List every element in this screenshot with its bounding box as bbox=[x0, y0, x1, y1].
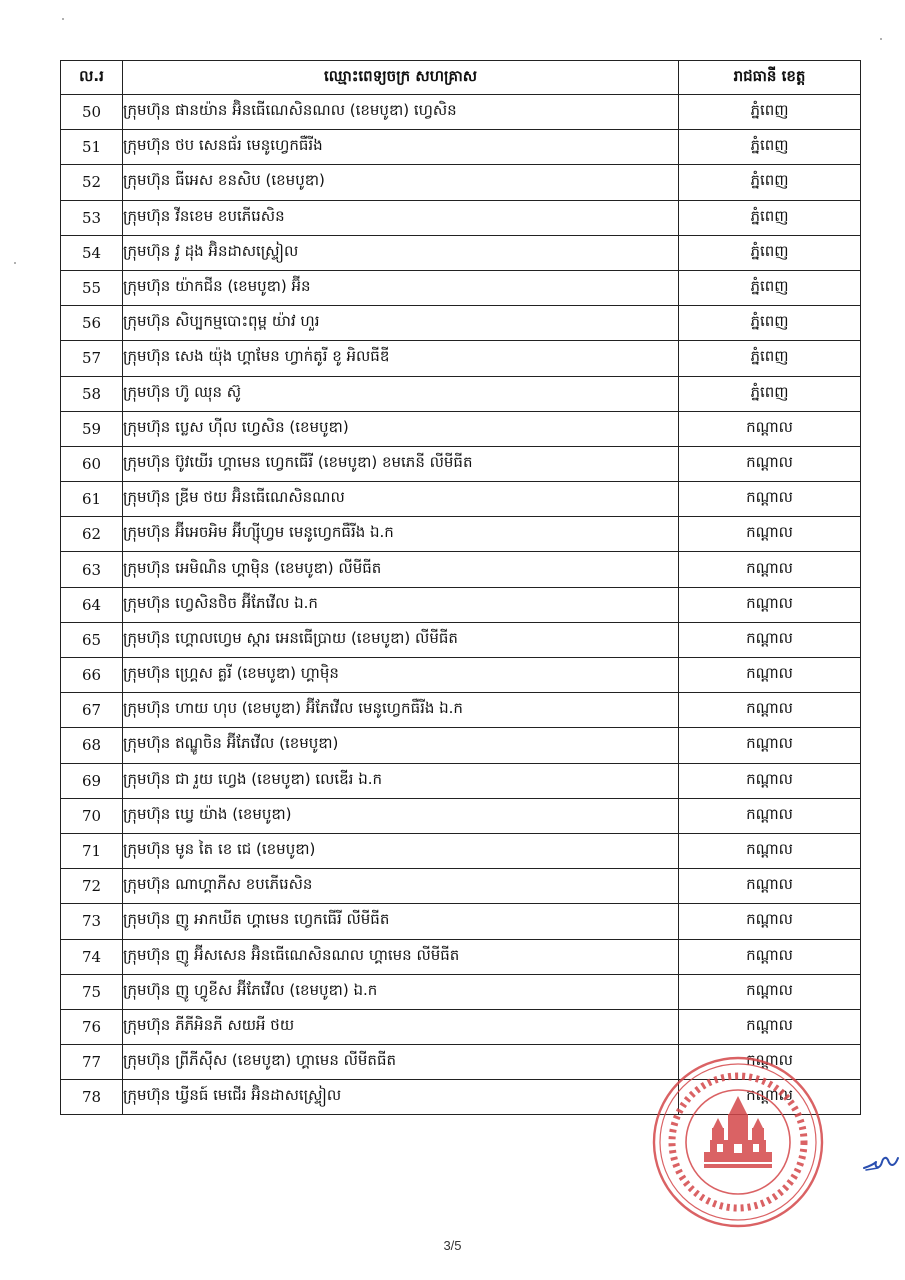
row-number: 55 bbox=[61, 270, 123, 305]
row-number: 68 bbox=[61, 728, 123, 763]
table-row bbox=[61, 517, 861, 552]
province-name: កណ្ដាល bbox=[679, 763, 861, 798]
company-name: ក្រុមហ៊ុន ភីភីអិនភី សយអី ថយ bbox=[123, 1009, 679, 1044]
company-name: ក្រុមហ៊ុន ថប សេនធ័រ មេនូហ្វេកធឺរីង bbox=[123, 130, 679, 165]
table-row bbox=[61, 341, 861, 376]
table-row bbox=[61, 904, 861, 939]
table-row bbox=[61, 165, 861, 200]
row-number: 67 bbox=[61, 693, 123, 728]
province-name: កណ្ដាល bbox=[679, 1045, 861, 1080]
company-name: ក្រុមហ៊ុន ឥណ្ឌូចិន អ៊ីភែវើល (ខេមបូឌា) bbox=[123, 728, 679, 763]
table-row bbox=[61, 622, 861, 657]
header-number: ល.រ bbox=[61, 61, 123, 95]
company-name: ក្រុមហ៊ុន ជា រួយ ហ្វេង (ខេមបូឌា) លេឌើរ ឯ.ក bbox=[123, 763, 679, 798]
company-name: ក្រុមហ៊ុន ប៊ូវយើរ ហ្គាមេន ហ្វេកធើរី (ខេមបូឌា) ខមភេនី លីមីធីត bbox=[123, 446, 679, 481]
province-name: ភ្នំពេញ bbox=[679, 95, 861, 130]
row-number: 70 bbox=[61, 798, 123, 833]
row-number: 76 bbox=[61, 1009, 123, 1044]
province-name: ភ្នំពេញ bbox=[679, 165, 861, 200]
province-name: កណ្ដាល bbox=[679, 869, 861, 904]
company-name: ក្រុមហ៊ុន យ៉ាកជីន (ខេមបូឌា) អ៊ីន bbox=[123, 270, 679, 305]
table-header-row bbox=[61, 61, 861, 95]
table-row bbox=[61, 833, 861, 868]
company-name: ក្រុមហ៊ុន ហ្គ្រេស គ្លរី (ខេមបូឌា) ហ្គាម៉ិន bbox=[123, 658, 679, 693]
table-row bbox=[61, 658, 861, 693]
scan-speck bbox=[14, 262, 16, 264]
province-name: កណ្ដាល bbox=[679, 411, 861, 446]
row-number: 57 bbox=[61, 341, 123, 376]
company-name: ក្រុមហ៊ុន វូ ដុង អ៊ិនដាសស្ទ្រៀល bbox=[123, 235, 679, 270]
row-number: 50 bbox=[61, 95, 123, 130]
table-row bbox=[61, 306, 861, 341]
row-number: 56 bbox=[61, 306, 123, 341]
page-number: 3/5 bbox=[443, 1238, 462, 1253]
scan-speck bbox=[62, 18, 64, 20]
province-name: ភ្នំពេញ bbox=[679, 306, 861, 341]
table-row bbox=[61, 869, 861, 904]
province-name: កណ្ដាល bbox=[679, 833, 861, 868]
province-name: កណ្ដាល bbox=[679, 517, 861, 552]
row-number: 72 bbox=[61, 869, 123, 904]
row-number: 75 bbox=[61, 974, 123, 1009]
province-name: ភ្នំពេញ bbox=[679, 376, 861, 411]
row-number: 71 bbox=[61, 833, 123, 868]
row-number: 74 bbox=[61, 939, 123, 974]
company-name: ក្រុមហ៊ុន សេង យ៉ុង ហ្គាមែន ហ្វាក់តូរី ខូ អិលធីឌី bbox=[123, 341, 679, 376]
province-name: ភ្នំពេញ bbox=[679, 200, 861, 235]
row-number: 73 bbox=[61, 904, 123, 939]
row-number: 66 bbox=[61, 658, 123, 693]
company-name: ក្រុមហ៊ុន ហ្វេសិនថិច អ៊ីភែវើល ឯ.ក bbox=[123, 587, 679, 622]
handwritten-signature-icon bbox=[862, 1148, 902, 1178]
table-row bbox=[61, 270, 861, 305]
row-number: 63 bbox=[61, 552, 123, 587]
row-number: 53 bbox=[61, 200, 123, 235]
row-number: 69 bbox=[61, 763, 123, 798]
province-name: កណ្ដាល bbox=[679, 658, 861, 693]
table-row bbox=[61, 693, 861, 728]
province-name: កណ្ដាល bbox=[679, 1080, 861, 1115]
header-province: រាជធានី ខេត្ត bbox=[679, 61, 861, 95]
province-name: កណ្ដាល bbox=[679, 728, 861, 763]
row-number: 65 bbox=[61, 622, 123, 657]
row-number: 52 bbox=[61, 165, 123, 200]
company-name: ក្រុមហ៊ុន ហាយ ហុប (ខេមបូឌា) អ៊ីភែវើល មេនូហ្វេកធឺរីង ឯ.ក bbox=[123, 693, 679, 728]
province-name: កណ្ដាល bbox=[679, 798, 861, 833]
company-name: ក្រុមហ៊ុន ធីអេស ខនសិប (ខេមបូឌា) bbox=[123, 165, 679, 200]
table-row bbox=[61, 200, 861, 235]
province-name: កណ្ដាល bbox=[679, 482, 861, 517]
province-name: កណ្ដាល bbox=[679, 622, 861, 657]
company-name: ក្រុមហ៊ុន ហ្គោលហ្វេម ស្ការ អេនធើប្រាយ (ខេមបូឌា) លីមីធីត bbox=[123, 622, 679, 657]
table-row bbox=[61, 482, 861, 517]
scan-speck bbox=[880, 38, 882, 40]
row-number: 77 bbox=[61, 1045, 123, 1080]
table-row bbox=[61, 939, 861, 974]
company-name: ក្រុមហ៊ុន ញូ អាកឃីត ហ្គាមេន ហ្វេកធើរី លីមីធីត bbox=[123, 904, 679, 939]
province-name: កណ្ដាល bbox=[679, 939, 861, 974]
province-name: ភ្នំពេញ bbox=[679, 341, 861, 376]
province-name: កណ្ដាល bbox=[679, 1009, 861, 1044]
row-number: 78 bbox=[61, 1080, 123, 1115]
company-name: ក្រុមហ៊ុន អេមិណិន ហ្គាម៉ិន (ខេមបូឌា) លីមីធីត bbox=[123, 552, 679, 587]
province-name: កណ្ដាល bbox=[679, 904, 861, 939]
company-name: ក្រុមហ៊ុន ញូ ហ្វូខីស អ៊ីភែវើល (ខេមបូឌា) ឯ.ក bbox=[123, 974, 679, 1009]
province-name: កណ្ដាល bbox=[679, 587, 861, 622]
table-row bbox=[61, 235, 861, 270]
row-number: 59 bbox=[61, 411, 123, 446]
row-number: 64 bbox=[61, 587, 123, 622]
table-row bbox=[61, 974, 861, 1009]
row-number: 51 bbox=[61, 130, 123, 165]
row-number: 61 bbox=[61, 482, 123, 517]
company-name: ក្រុមហ៊ុន ណាហ្គាភីស ខបភើរេសិន bbox=[123, 869, 679, 904]
table-row bbox=[61, 552, 861, 587]
province-name: កណ្ដាល bbox=[679, 693, 861, 728]
table-row bbox=[61, 763, 861, 798]
province-name: កណ្ដាល bbox=[679, 552, 861, 587]
company-name: ក្រុមហ៊ុន សិប្បកម្មបោះពុម្ព យ៉ាវ ហួរ bbox=[123, 306, 679, 341]
company-name: ក្រុមហ៊ុន ព្រីភីស៊ីស (ខេមបូឌា) ហ្គាមេន លីមីតធីត bbox=[123, 1045, 679, 1080]
company-name: ក្រុមហ៊ុន ឌ្រីម ថយ អ៊ិនធើណេសិនណល bbox=[123, 482, 679, 517]
header-company-name: ឈ្មោះពេទ្យចក្រ សហគ្រាស bbox=[123, 61, 679, 95]
table-row bbox=[61, 130, 861, 165]
company-name: ក្រុមហ៊ុន វីនខេម ខបភើរេសិន bbox=[123, 200, 679, 235]
company-name: ក្រុមហ៊ុន ប្លេស ហ៊ីល ហ្វេសិន (ខេមបូឌា) bbox=[123, 411, 679, 446]
company-name: ក្រុមហ៊ុន ផានយ៉ាន អ៊ិនធើណេសិនណល (ខេមបូឌា) ហ្វេសិន bbox=[123, 95, 679, 130]
table-row bbox=[61, 95, 861, 130]
table-row bbox=[61, 446, 861, 481]
province-name: ភ្នំពេញ bbox=[679, 270, 861, 305]
row-number: 60 bbox=[61, 446, 123, 481]
table-row bbox=[61, 1009, 861, 1044]
province-name: ភ្នំពេញ bbox=[679, 235, 861, 270]
company-name: ក្រុមហ៊ុន មូន តៃ ខេ ជេ (ខេមបូឌា) bbox=[123, 833, 679, 868]
official-seal-icon bbox=[648, 1052, 828, 1232]
table-row bbox=[61, 728, 861, 763]
province-name: កណ្ដាល bbox=[679, 974, 861, 1009]
row-number: 62 bbox=[61, 517, 123, 552]
table-row bbox=[61, 587, 861, 622]
row-number: 54 bbox=[61, 235, 123, 270]
company-name: ក្រុមហ៊ុន ឃ្វីនធ៍ មេជើរ អ៊ិនដាសស្ទ្រៀល bbox=[123, 1080, 679, 1115]
company-name: ក្រុមហ៊ុន ឃ្វេ យ៉ាង (ខេមបូឌា) bbox=[123, 798, 679, 833]
province-name: កណ្ដាល bbox=[679, 446, 861, 481]
province-name: ភ្នំពេញ bbox=[679, 130, 861, 165]
table-row bbox=[61, 798, 861, 833]
row-number: 58 bbox=[61, 376, 123, 411]
company-name: ក្រុមហ៊ុន ញូ អ៊ីសសេន អ៊ិនធើណេសិនណល ហ្គាមេន លីមីធីត bbox=[123, 939, 679, 974]
company-name: ក្រុមហ៊ុន ហ៊ូ ឈុន ស៊ូ bbox=[123, 376, 679, 411]
company-name: ក្រុមហ៊ុន អ៊ីអេចអិម អ៊ីហ្ស៊ីហ្វម មេនូហ្វេកធឺរីង ឯ.ក bbox=[123, 517, 679, 552]
company-table bbox=[60, 60, 861, 1115]
table-row bbox=[61, 411, 861, 446]
table-row bbox=[61, 376, 861, 411]
